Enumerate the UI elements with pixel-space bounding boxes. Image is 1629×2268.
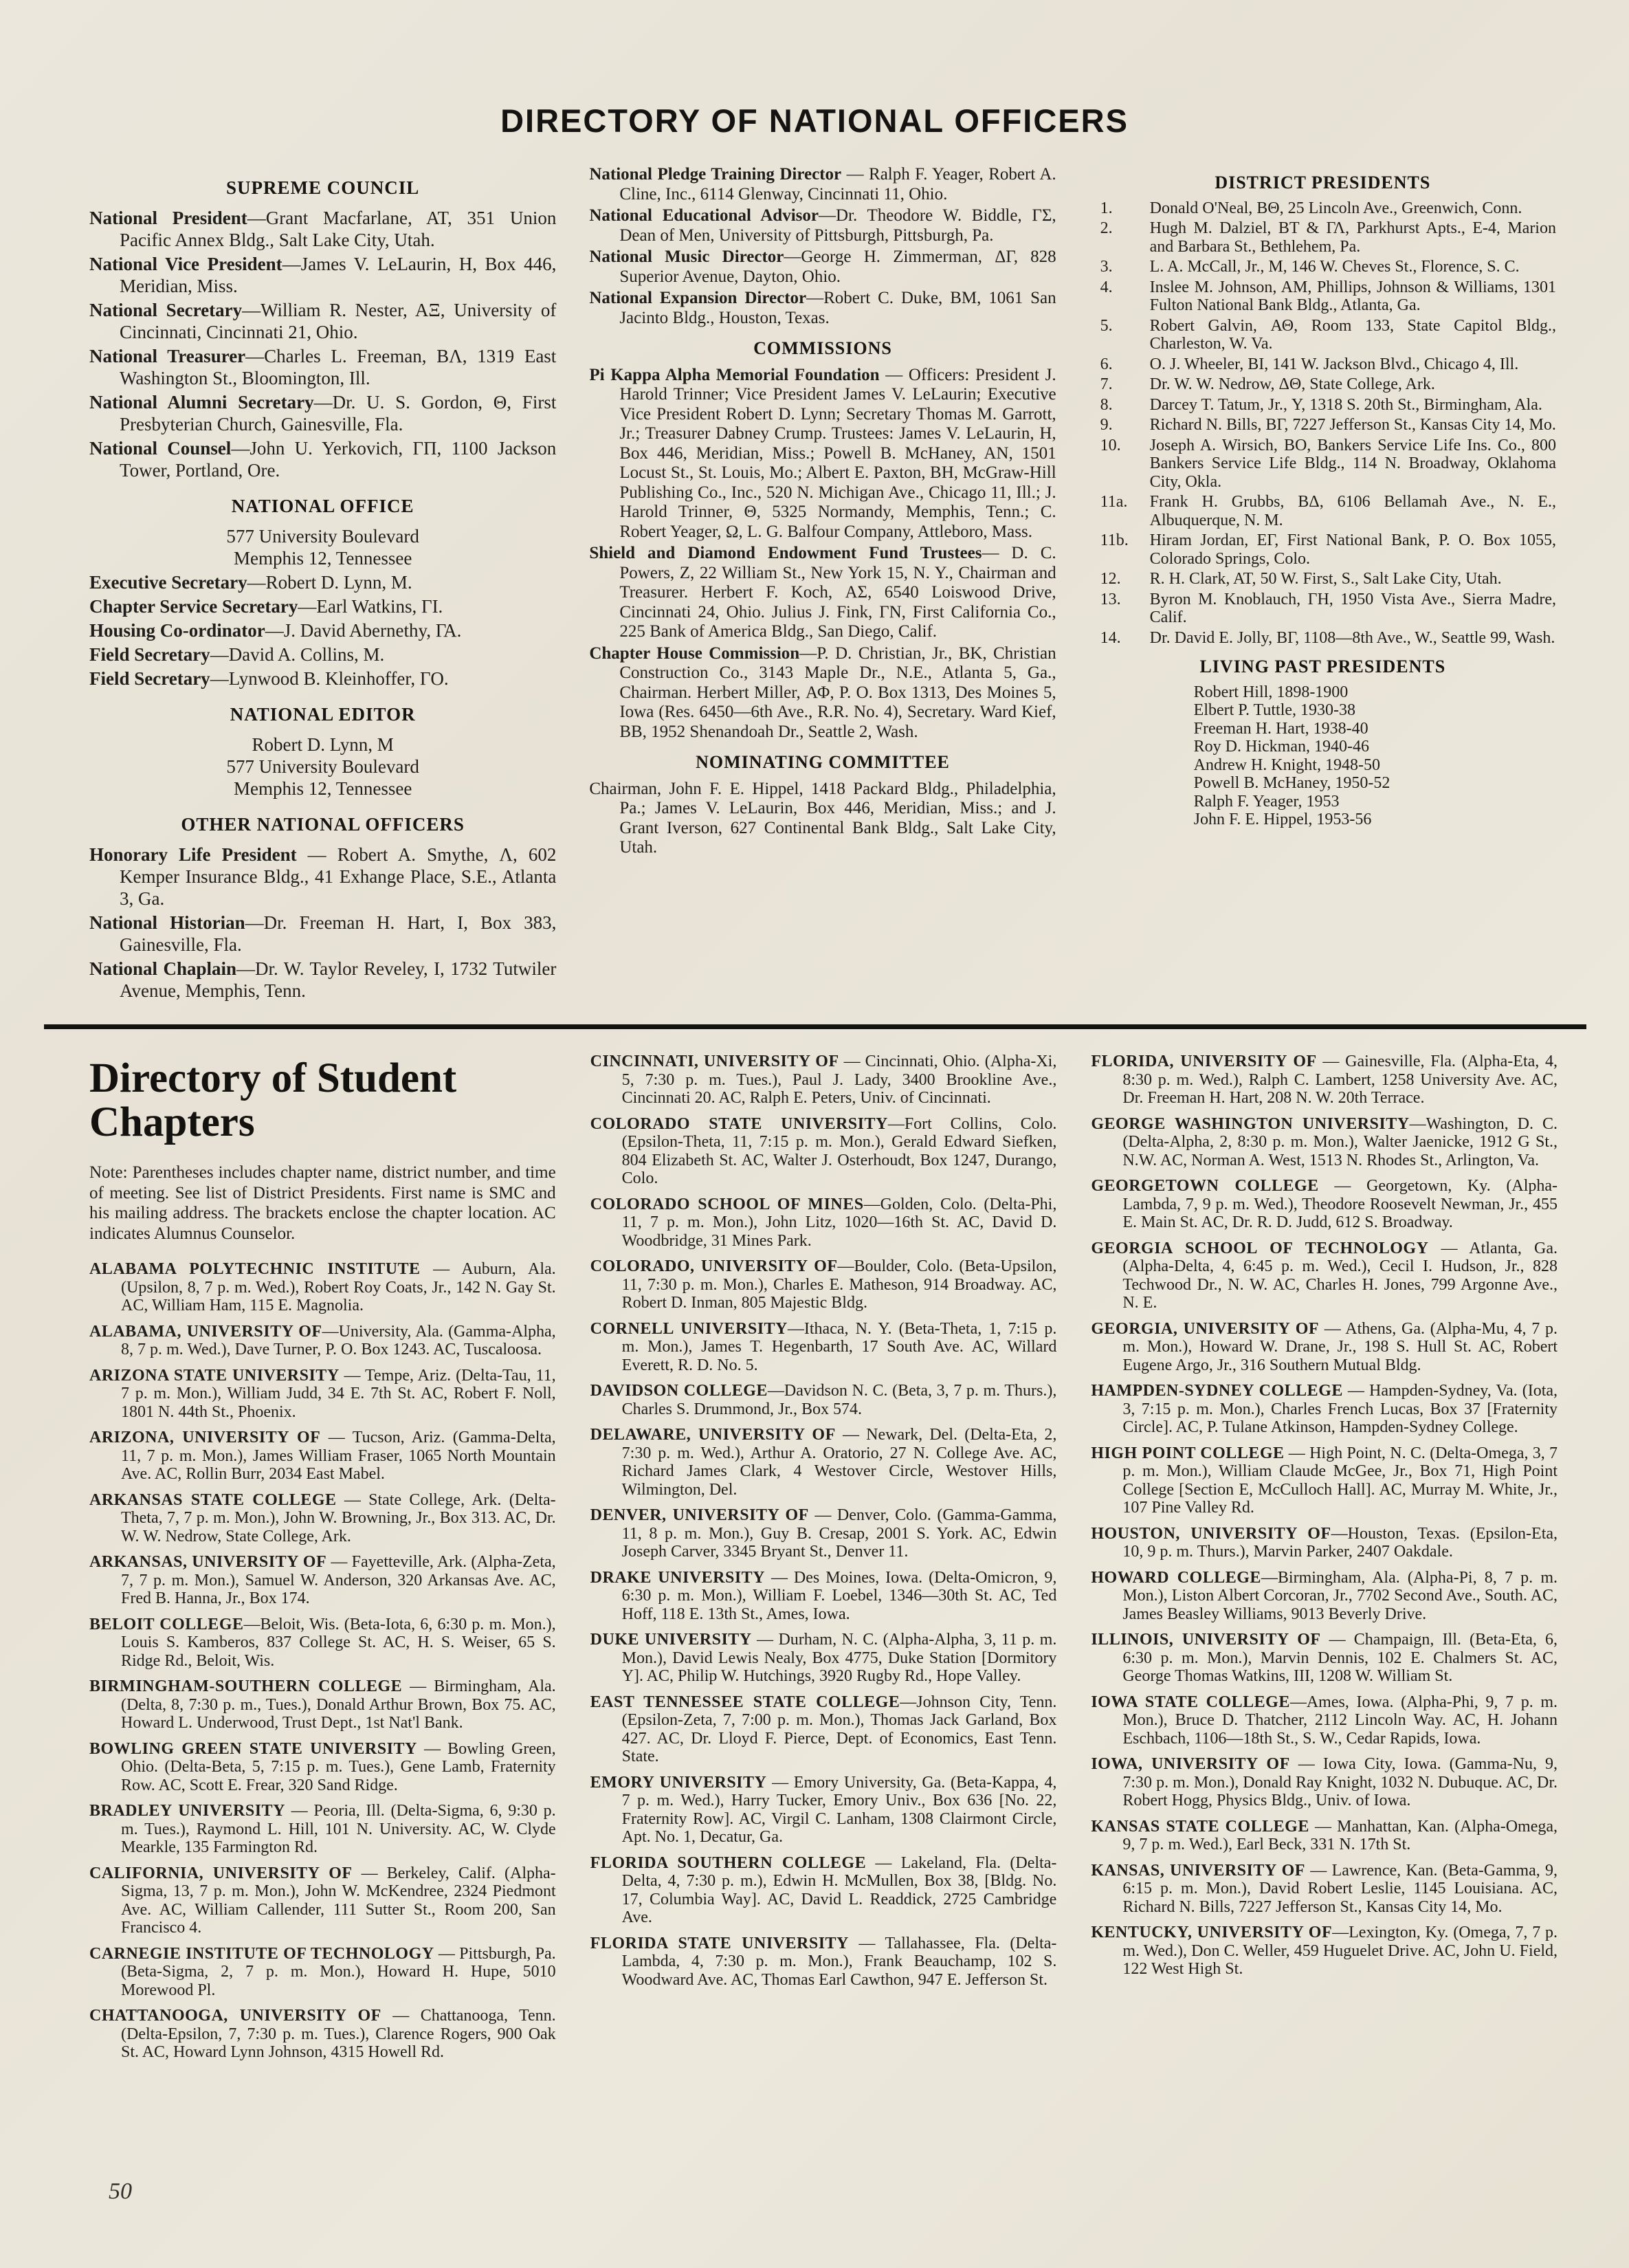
chapter-school-name: IOWA, UNIVERSITY OF	[1091, 1755, 1290, 1773]
district-president-entry	[1089, 493, 1556, 529]
chapter-entry	[1091, 1115, 1558, 1170]
officer-role: National Historian	[89, 912, 245, 933]
chapter-school-name: BELOIT COLLEGE	[89, 1615, 244, 1633]
district-president-entry	[1089, 199, 1556, 218]
chapter-entry	[89, 1367, 556, 1422]
officer-entry	[589, 644, 1056, 742]
chapter-details: — Iowa City, Iowa. (Gamma-Nu, 9, 7:30 p. m. Mon.), Donald Ray Knight, 1032 N. Dubuque. AC, Dr. Robert Hogg, Physics Bldg., Univ. of Iowa.	[1122, 1755, 1558, 1809]
chapter-school-name: CARNEGIE INSTITUTE OF TECHNOLOGY	[89, 1944, 434, 1963]
chapter-entry	[590, 1854, 1057, 1927]
chapter-details: — State College, Ark. (Delta-Theta, 7, 7 p. m. Mon.), John W. Browning, Jr., Box 313. AC, Dr. W. W. Nedrow, State College, Ark.	[121, 1490, 556, 1545]
district-president-details: Hiram Jordan, ΕΓ, First National Bank, P. O. Box 1055, Colorado Springs, Colo.	[1149, 531, 1556, 568]
chapter-entry	[1091, 1525, 1558, 1561]
officer-role: Executive Secretary	[89, 572, 247, 593]
section-heading: NATIONAL OFFICE	[231, 496, 414, 516]
chapter-school-name: DENVER, UNIVERSITY OF	[590, 1506, 809, 1524]
chapter-school-name: IOWA STATE COLLEGE	[1091, 1693, 1290, 1711]
officer-details: —Lynwood B. Kleinhoffer, ΓΟ.	[210, 668, 449, 689]
chapter-details: — Emory University, Ga. (Beta-Kappa, 4, 7 p. m. Wed.), Harry Tucker, Emory Univ., Box 636 [No. 22, Fraternity Row]. AC, Virgil C. Lanham, 1308 Clairmont Circle, Apt. No. 1, Decatur, Ga.	[621, 1773, 1057, 1846]
officer-role: Shield and Diamond Endowment Fund Trustees	[589, 544, 982, 562]
chapter-details: —Beloit, Wis. (Beta-Iota, 6, 6:30 p. m. Mon.), Louis S. Kamberos, 837 College St. AC, H. S. Weiser, 65 S. Ridge Rd., Beloit, Wis.	[121, 1615, 556, 1670]
chapter-details: —Washington, D. C. (Delta-Alpha, 2, 8:30 p. m. Mon.), Walter Jaenicke, 1912 G St., N.W. AC, Norman A. West, 1513 N. Rhodes St., Arlington, Va.	[1122, 1114, 1558, 1169]
officer-role: Chapter House Commission	[589, 643, 800, 663]
officer-details: —Robert D. Lynn, M.	[247, 572, 412, 593]
officer-role: National Vice President	[89, 254, 282, 274]
officer-entry	[89, 912, 556, 956]
chapter-entry	[1091, 1862, 1558, 1917]
officer-entry	[589, 165, 1056, 204]
district-president-details: Byron M. Knoblauch, ΓΗ, 1950 Vista Ave., Sierra Madre, Calif.	[1149, 590, 1556, 626]
section-heading: LIVING PAST PRESIDENTS	[1199, 657, 1446, 676]
chapter-entry	[590, 1257, 1057, 1312]
chapter-details: — Durham, N. C. (Alpha-Alpha, 3, 11 p. m. Mon.), David Lewis Nealy, Box 4775, Duke Station [Dormitory Y]. AC, Philip W. Hutchings, 3920 Rugby Rd., Hope Valley.	[621, 1631, 1057, 1685]
officer-entry	[589, 544, 1056, 642]
officer-role: National Counsel	[89, 438, 232, 459]
chapter-school-name: KENTUCKY, UNIVERSITY OF	[1091, 1924, 1333, 1941]
chapter-school-name: FLORIDA STATE UNIVERSITY	[590, 1934, 849, 1952]
chapter-details: — Peoria, Ill. (Delta-Sigma, 6, 9:30 p. m. Tues.), Raymond L. Hill, 101 N. University. AC, W. Clyde Mearkle, 135 Farmington Rd.	[121, 1802, 556, 1856]
chapter-school-name: CINCINNATI, UNIVERSITY OF	[590, 1053, 839, 1070]
district-number: 12.	[1100, 570, 1121, 588]
officer-details: —William R. Nester, AΞ, University of Cincinnati, Cincinnati 21, Ohio.	[120, 300, 557, 342]
chapter-details: — Birmingham, Ala. (Delta, 8, 7:30 p. m., Tues.), Donald Arthur Brown, Box 75. AC, Howard L. Underwood, Trust Dept., 1st Nat'l Bank.	[121, 1677, 556, 1732]
chapter-school-name: ALABAMA POLYTECHNIC INSTITUTE	[89, 1260, 421, 1278]
chapter-details: — Georgetown, Ky. (Alpha-Lambda, 7, 9 p. m. Wed.), Theodore Roosevelt Newman, Jr., 455 E. Main St. AC, Dr. R. D. Judd, 612 S. Broadway.	[1122, 1177, 1558, 1231]
district-number: 7.	[1100, 375, 1113, 393]
chapter-entry	[590, 1569, 1057, 1624]
chapter-entry	[1091, 1755, 1558, 1810]
district-president-entry	[1089, 531, 1556, 568]
chapter-school-name: COLORADO SCHOOL OF MINES	[590, 1195, 864, 1213]
student-chapters-heading: Directory of Student Chapters	[89, 1055, 457, 1145]
past-president-line: Roy D. Hickman, 1940-46	[1193, 738, 1369, 756]
chapter-details: — Atlanta, Ga. (Alpha-Delta, 4, 6:45 p. m. Wed.), Cecil I. Hudson, Jr., 828 Techwood Dr., N. W. AC, Charles H. Jones, 799 Argonne Ave., N. E.	[1122, 1239, 1558, 1312]
officers-column-2	[589, 163, 1056, 860]
chapter-details: — Athens, Ga. (Alpha-Mu, 4, 7 p. m. Mon.), Howard W. Drane, Jr., 198 S. Hull St. AC, Robert Eugene Argo, Jr., 316 Southern Mutual Bldg.	[1122, 1319, 1558, 1374]
chapter-school-name: DUKE UNIVERSITY	[590, 1631, 752, 1649]
chapters-column-3	[1091, 1053, 1558, 2069]
chapter-entry	[590, 1196, 1057, 1251]
officer-details: —Robert C. Duke, BM, 1061 San Jacinto Bldg., Houston, Texas.	[619, 289, 1056, 327]
officer-details: —John U. Yerkovich, ΓΠ, 1100 Jackson Tower, Portland, Ore.	[120, 438, 557, 481]
chapter-school-name: GEORGETOWN COLLEGE	[1091, 1177, 1319, 1195]
national-officers-section	[0, 140, 1629, 1004]
officer-role: National Chaplain	[89, 958, 237, 979]
chapter-school-name: ILLINOIS, UNIVERSITY OF	[1091, 1631, 1321, 1649]
past-president-line: Freeman H. Hart, 1938-40	[1193, 719, 1368, 738]
officer-details: —P. D. Christian, Jr., BK, Christian Construction Co., 3143 Maple Dr., N.E., Atlanta 5, Ga., Chairman. Herbert Miller, ΑΦ, P. O. Box 1313, Des Moines 5, Iowa (Res. 6450—6th Ave., R.R. No. 4), Secretary. Ward Kief, BB, 1952 Shenandoah Dr., Seattle 2, Wash.	[619, 643, 1056, 741]
district-president-entry	[1089, 258, 1556, 276]
chapter-details: —Fort Collins, Colo. (Epsilon-Theta, 11, 7:15 p. m. Mon.), Gerald Edward Siefken, 804 Elizabeth St. AC, Walter J. Osterhoudt, Box 1247, Durango, Colo.	[621, 1114, 1057, 1187]
officer-role: Field Secretary	[89, 644, 210, 665]
officer-entry	[89, 958, 556, 1002]
section-heading: SUPREME COUNCIL	[226, 177, 420, 198]
officer-entry	[89, 595, 556, 617]
address-line: Memphis 12, Tennessee	[234, 778, 412, 799]
officer-details: —Grant Macfarlane, AT, 351 Union Pacific Annex Bldg., Salt Lake City, Utah.	[120, 208, 557, 250]
chapter-entry	[89, 1260, 556, 1315]
chapter-entry	[89, 1677, 556, 1732]
chapter-details: —Johnson City, Tenn. (Epsilon-Zeta, 7, 7:00 p. m. Mon.), Thomas Jack Garland, Box 427. AC, Dr. Lloyd F. Pierce, Dept. of Economics, East Tenn. State.	[621, 1693, 1057, 1765]
district-number: 5.	[1100, 316, 1113, 335]
section-heading: NATIONAL EDITOR	[230, 704, 416, 725]
officer-entry	[89, 668, 556, 690]
officer-entry	[589, 289, 1056, 328]
chapter-entry	[1091, 1818, 1558, 1854]
officer-details: —J. David Abernethy, ΓΑ.	[265, 620, 462, 641]
officer-entry	[89, 207, 556, 251]
chapter-entry	[1091, 1382, 1558, 1437]
chapter-details: — Bowling Green, Ohio. (Delta-Beta, 5, 7:15 p. m. Tues.), Gene Lamb, Fraternity Row. AC, Scott E. Frear, 320 Sand Ridge.	[121, 1739, 556, 1794]
chapter-entry	[1091, 1631, 1558, 1686]
officer-role: Housing Co-ordinator	[89, 620, 265, 641]
chapter-entry	[1091, 1693, 1558, 1748]
district-number: 2.	[1100, 219, 1113, 237]
officer-details: —Dr. U. S. Gordon, Θ, First Presbyterian Church, Gainesville, Fla.	[120, 392, 557, 434]
chapter-entry	[590, 1506, 1057, 1561]
officer-entry	[89, 391, 556, 435]
chapter-entry	[89, 2007, 556, 2062]
chapters-column-2	[590, 1053, 1057, 2069]
officer-role: National Educational Advisor	[589, 206, 819, 225]
district-number: 3.	[1100, 258, 1113, 276]
chapters-list-3	[1091, 1053, 1558, 1979]
chapters-list-2	[590, 1053, 1057, 1989]
officer-role: National Treasurer	[89, 346, 246, 366]
chapter-entry	[590, 1935, 1057, 1990]
chapter-school-name: KANSAS, UNIVERSITY OF	[1091, 1861, 1305, 1880]
officer-entry	[589, 247, 1056, 287]
chapter-school-name: KANSAS STATE COLLEGE	[1091, 1817, 1309, 1836]
district-president-entry	[1089, 396, 1556, 415]
chapter-school-name: HIGH POINT COLLEGE	[1091, 1444, 1285, 1462]
chapter-details: — Cincinnati, Ohio. (Alpha-Xi, 5, 7:30 p. m. Tues.), Paul J. Lady, 3400 Brookline Ave., Cincinnati 20. AC, Ralph E. Peters, Univ. of Cincinnati.	[621, 1053, 1057, 1107]
chapter-school-name: BOWLING GREEN STATE UNIVERSITY	[89, 1739, 417, 1758]
district-president-entry	[1089, 355, 1556, 374]
officer-details: — D. C. Powers, Z, 22 William St., New York 15, N. Y., Chairman and Treasurer. Herbert F. Koch, ΑΣ, 6540 Loiswood Drive, Cincinnati 24, Ohio. Julius J. Fink, ΓΝ, First California Co., 225 Bank of America Bldg., San Diego, Calif.	[619, 544, 1056, 641]
past-president-line: John F. E. Hippel, 1953-56	[1193, 811, 1372, 828]
chapter-details: — Champaign, Ill. (Beta-Eta, 6, 6:30 p. m. Mon.), Marvin Dennis, 102 E. Chalmers St. AC, George Thomas Watkins, III, 1208 W. William St.	[1122, 1631, 1558, 1685]
chapter-school-name: COLORADO, UNIVERSITY OF	[590, 1257, 838, 1275]
past-president-line: Powell B. McHaney, 1950-52	[1193, 774, 1390, 792]
chapter-details: —Davidson N. C. (Beta, 3, 7 p. m. Thurs.), Charles S. Drummond, Jr., Box 574.	[621, 1382, 1057, 1418]
chapter-details: — Gainesville, Fla. (Alpha-Eta, 4, 8:30 p. m. Wed.), Ralph C. Lambert, 1258 University Ave. AC, Dr. Freeman H. Hart, 208 N. W. 20th Terrace.	[1122, 1053, 1558, 1107]
district-president-details: Donald O'Neal, BΘ, 25 Lincoln Ave., Greenwich, Conn.	[1149, 199, 1522, 217]
chapter-details: — Fayetteville, Ark. (Alpha-Zeta, 7, 7 p. m. Mon.), Samuel W. Anderson, 320 Arkansas Ave. AC, Fred B. Hanna, Jr., Box 174.	[121, 1553, 556, 1607]
chapter-school-name: BIRMINGHAM-SOUTHERN COLLEGE	[89, 1677, 403, 1695]
chapter-entry	[89, 1802, 556, 1857]
chapter-details: — Newark, Del. (Delta-Eta, 2, 7:30 p. m. Wed.), Arthur A. Oratorio, 27 N. College Ave. AC, Richard James Clark, 4 Westover Circle, Westover Hills, Wilmington, Del.	[621, 1426, 1057, 1499]
district-president-entry	[1089, 317, 1556, 353]
officer-details: — Robert A. Smythe, Λ, 602 Kemper Insurance Bldg., 41 Exhange Place, S.E., Atlanta 3, Ga.	[120, 844, 557, 909]
officer-entry	[89, 643, 556, 665]
chapter-details: — Des Moines, Iowa. (Delta-Omicron, 9, 6:30 p. m. Mon.), William F. Loebel, 1346—30th St. AC, Ted Hoff, 118 E. 13th St., Ames, Iowa.	[621, 1568, 1057, 1623]
chapter-details: — Tempe, Ariz. (Delta-Tau, 11, 7 p. m. Mon.), William Judd, 34 E. 7th St. AC, Robert F. Noll, 1801 N. 44th St., Phoenix.	[121, 1366, 556, 1421]
officer-role: National Music Director	[589, 247, 784, 266]
address-line: 577 University Boulevard	[226, 526, 419, 547]
district-president-details: Inslee M. Johnson, AM, Phillips, Johnson & Williams, 1301 Fulton National Bank Bldg., Atlanta, Ga.	[1149, 278, 1556, 314]
district-president-details: R. H. Clark, AT, 50 W. First, S., Salt Lake City, Utah.	[1149, 570, 1502, 588]
section-heading: DISTRICT PRESIDENTS	[1215, 173, 1431, 192]
chapter-entry	[590, 1115, 1057, 1188]
section-heading: COMMISSIONS	[753, 338, 892, 358]
chapters-column-1	[89, 1053, 556, 2069]
officer-role: National Secretary	[89, 300, 243, 320]
district-president-entry	[1089, 219, 1556, 256]
chapter-entry	[590, 1631, 1057, 1686]
chapter-school-name: CALIFORNIA, UNIVERSITY OF	[89, 1864, 353, 1882]
district-number: 8.	[1100, 395, 1113, 414]
officer-role: Honorary Life President	[89, 844, 297, 865]
chapter-details: —Ithaca, N. Y. (Beta-Theta, 1, 7:15 p. m. Mon.), James T. Hegenbarth, 17 South Ave. AC, Willard Everett, R. D. No. 5.	[621, 1319, 1057, 1374]
chapter-entry	[89, 1740, 556, 1795]
district-president-details: Richard N. Bills, BΓ, 7227 Jefferson St., Kansas City 14, Mo.	[1149, 416, 1556, 434]
district-president-details: Robert Galvin, ΑΘ, Room 133, State Capitol Bldg., Charleston, W. Va.	[1149, 316, 1556, 353]
chapter-school-name: DRAKE UNIVERSITY	[590, 1568, 766, 1587]
chapter-details: — Denver, Colo. (Gamma-Gamma, 11, 8 p. m. Mon.), Guy B. Cresap, 2001 S. York. AC, Edwin Joseph Carver, 3345 Bryant St., Denver 11.	[621, 1506, 1057, 1561]
address-line: Memphis 12, Tennessee	[234, 548, 412, 569]
chapter-details: — Hampden-Sydney, Va. (Iota, 3, 7:15 p. m. Mon.), Charles French Lucas, Box 37 [Fraternity Circle]. AC, P. Tulane Atkinson, Hampden-Sydney College.	[1122, 1382, 1558, 1436]
officer-entry	[89, 619, 556, 641]
chapter-school-name: ARIZONA, UNIVERSITY OF	[89, 1429, 321, 1446]
officer-details: —Earl Watkins, ΓΙ.	[298, 596, 443, 617]
chapter-entry	[590, 1053, 1057, 1108]
chapter-entry	[89, 1429, 556, 1484]
section-heading: OTHER NATIONAL OFFICERS	[181, 814, 465, 835]
district-president-entry	[1089, 570, 1556, 588]
chapter-school-name: HAMPDEN-SYDNEY COLLEGE	[1091, 1382, 1343, 1400]
district-president-entry	[1089, 278, 1556, 315]
chapter-entry	[1091, 1320, 1558, 1375]
officers-column-3	[1089, 163, 1556, 829]
district-president-details: Darcey T. Tatum, Jr., Υ, 1318 S. 20th St., Birmingham, Ala.	[1149, 395, 1542, 414]
officer-entry	[89, 844, 556, 910]
chapter-details: —Houston, Texas. (Epsilon-Eta, 10, 9 p. m. Thurs.), Marvin Parker, 2407 Oakdale.	[1122, 1524, 1558, 1561]
officer-details: — Officers: President J. Harold Trinner; Vice President James V. LeLaurin; Executive Vice President Robert D. Lynn; Secretary Thomas M. Garrott, Jr.; Treasurer Dabney Crump. Trustees: James V. LeLaurin, H, Box 446, Meridian, Miss.; Powell B. McHaney, AN, 1501 Locust St., St. Louis, Mo.; Albert E. Paxton, BH, McGraw-Hill Publishing Co., Inc., 520 N. Michigan Ave., Chicago 11, Ill.; J. Harold Trinner, Θ, 5325 Normandy, Memphis, Tenn.; C. Robert Yeager, Ω, L. G. Balfour Company, Attleboro, Mass.	[619, 365, 1056, 541]
officer-details: —Dr. Freeman H. Hart, I, Box 383, Gainesville, Fla.	[120, 912, 557, 955]
chapter-school-name: GEORGE WASHINGTON UNIVERSITY	[1091, 1114, 1410, 1133]
chapter-entry	[1091, 1240, 1558, 1312]
chapter-school-name: GEORGIA, UNIVERSITY OF	[1091, 1319, 1320, 1338]
officer-details: Chairman, John F. E. Hippel, 1418 Packard Bldg., Philadelphia, Pa.; James V. LeLaurin, Box 446, Meridian, Miss.; and J. Grant Iverson, 627 Continental Bank Bldg., Salt Lake City, Utah.	[589, 779, 1056, 857]
chapter-details: —University, Ala. (Gamma-Alpha, 8, 7 p. m. Wed.), Dave Turner, P. O. Box 1243. AC, Tuscaloosa.	[121, 1322, 556, 1358]
address-line: 577 University Boulevard	[226, 756, 419, 777]
district-president-details: Frank H. Grubbs, ΒΔ, 6106 Bellamah Ave., N. E., Albuquerque, N. M.	[1149, 493, 1556, 529]
officer-details: —James V. LeLaurin, H, Box 446, Meridian, Miss.	[120, 254, 557, 296]
chapter-school-name: HOWARD COLLEGE	[1091, 1568, 1261, 1587]
chapter-details: —Lexington, Ky. (Omega, 7, 7 p. m. Wed.), Don C. Weller, 459 Huguelet Drive. AC, John U. Field, 122 West High St.	[1122, 1924, 1558, 1978]
chapters-list-1	[89, 1260, 556, 2062]
officer-entry	[89, 253, 556, 297]
district-number: 6.	[1100, 355, 1113, 373]
past-president-line: Ralph F. Yeager, 1953	[1193, 792, 1340, 811]
district-president-entry	[1089, 591, 1556, 627]
officer-role: National Alumni Secretary	[89, 392, 314, 412]
district-number: 10.	[1100, 436, 1121, 454]
chapter-school-name: ARKANSAS, UNIVERSITY OF	[89, 1553, 327, 1571]
officer-entry	[89, 437, 556, 481]
officer-details: —David A. Collins, M.	[210, 644, 385, 665]
chapter-school-name: HOUSTON, UNIVERSITY OF	[1091, 1524, 1331, 1543]
address-line: Robert D. Lynn, M	[252, 734, 394, 755]
chapter-details: —Boulder, Colo. (Beta-Upsilon, 11, 7:30 p. m. Mon.), Charles E. Matheson, 914 Broadway. AC, Robert D. Inman, 805 Majestic Bldg.	[621, 1257, 1057, 1312]
officer-entry	[589, 366, 1056, 542]
past-president-line: Robert Hill, 1898-1900	[1193, 683, 1349, 701]
chapter-school-name: ARKANSAS STATE COLLEGE	[89, 1490, 337, 1509]
district-president-details: O. J. Wheeler, BI, 141 W. Jackson Blvd., Chicago 4, Ill.	[1149, 355, 1519, 373]
page-title: DIRECTORY OF NATIONAL OFFICERS	[500, 102, 1129, 139]
chapter-entry	[89, 1616, 556, 1671]
chapter-school-name: ARIZONA STATE UNIVERSITY	[89, 1366, 340, 1385]
district-president-entry	[1089, 416, 1556, 434]
officer-details: —George H. Zimmerman, ΔΓ, 828 Superior Avenue, Dayton, Ohio.	[619, 247, 1056, 286]
chapter-details: — Chattanooga, Tenn. (Delta-Epsilon, 7, 7:30 p. m. Tues.), Clarence Rogers, 900 Oak St. AC, Howard Lynn Johnson, 4315 Howell Rd.	[121, 2007, 556, 2061]
chapter-entry	[590, 1382, 1057, 1418]
chapter-school-name: DELAWARE, UNIVERSITY OF	[590, 1426, 836, 1444]
chapter-school-name: ALABAMA, UNIVERSITY OF	[89, 1322, 322, 1341]
chapter-details: — Berkeley, Calif. (Alpha-Sigma, 13, 7 p. m. Mon.), John W. McKendree, 2324 Piedmont Ave. AC, William Callender, 111 Sutter St., Room 200, San Francisco 4.	[121, 1864, 556, 1937]
district-number: 4.	[1100, 278, 1113, 296]
past-president-line: Elbert P. Tuttle, 1930-38	[1193, 701, 1356, 719]
officer-details: — Ralph F. Yeager, Robert A. Cline, Inc., 6114 Glenway, Cincinnati 11, Ohio.	[619, 165, 1056, 203]
district-number: 9.	[1100, 416, 1113, 434]
student-chapters-note: Note: Parentheses includes chapter name, district number, and time of meeting. See list of District Presidents. First name is SMC and his mailing address. The brackets enclose the chapter location. AC indicates Alumnus Counselor.	[89, 1163, 556, 1243]
chapter-school-name: EMORY UNIVERSITY	[590, 1773, 767, 1792]
chapter-entry	[590, 1426, 1057, 1499]
district-number: 11a.	[1100, 493, 1128, 511]
section-divider-rule	[44, 1024, 1586, 1029]
chapter-school-name: COLORADO STATE UNIVERSITY	[590, 1114, 888, 1133]
district-president-details: Dr. David E. Jolly, ΒΓ, 1108—8th Ave., W., Seattle 99, Wash.	[1149, 628, 1555, 647]
chapter-school-name: BRADLEY UNIVERSITY	[89, 1802, 285, 1820]
district-number: 1.	[1100, 199, 1113, 217]
chapter-school-name: CORNELL UNIVERSITY	[590, 1319, 788, 1338]
chapter-school-name: DAVIDSON COLLEGE	[590, 1382, 768, 1400]
chapter-details: — High Point, N. C. (Delta-Omega, 3, 7 p. m. Mon.), William Claude McGee, Jr., Box 71, High Point College [Section E, McCulloch Hall]. AC, Murray M. White, Jr., 107 Pine Valley Rd.	[1122, 1444, 1558, 1517]
officers-column-1	[89, 163, 556, 1004]
district-president-details: Hugh M. Dalziel, BT & ΓΛ, Parkhurst Apts., E-4, Marion and Barbara St., Bethlehem, Pa.	[1149, 219, 1556, 256]
officer-entry	[89, 345, 556, 389]
student-chapters-section	[0, 1053, 1629, 2069]
chapter-school-name: GEORGIA SCHOOL OF TECHNOLOGY	[1091, 1239, 1429, 1257]
officer-role: National Pledge Training Director	[589, 165, 842, 184]
officer-details: —Dr. Theodore W. Biddle, ΓΣ, Dean of Men, University of Pittsburgh, Pittsburgh, Pa.	[619, 206, 1056, 245]
section-heading: NOMINATING COMMITTEE	[696, 752, 950, 772]
chapter-details: — Manhattan, Kan. (Alpha-Omega, 9, 7 p. m. Wed.), Earl Beck, 331 N. 17th St.	[1122, 1817, 1558, 1853]
district-president-entry	[1089, 629, 1556, 648]
chapter-entry	[1091, 1924, 1558, 1979]
chapter-entry	[590, 1774, 1057, 1847]
district-number: 13.	[1100, 590, 1121, 608]
officer-details: —Charles L. Freeman, BΛ, 1319 East Washington St., Bloomington, Ill.	[120, 346, 557, 388]
chapter-entry	[590, 1693, 1057, 1766]
chapter-school-name: FLORIDA SOUTHERN COLLEGE	[590, 1853, 867, 1872]
district-president-entry	[1089, 437, 1556, 492]
chapter-entry	[590, 1320, 1057, 1375]
chapter-details: — Lakeland, Fla. (Delta-Delta, 4, 7:30 p. m.), Edwin H. McMullen, Box 38, [Bldg. No. 17, Columbia Way]. AC, David L. Readdick, 2725 Cambridge Ave.	[621, 1853, 1057, 1926]
officer-role: Chapter Service Secretary	[89, 596, 298, 617]
chapter-details: —Ames, Iowa. (Alpha-Phi, 9, 7 p. m. Mon.), Bruce D. Thatcher, 2112 Lincoln Way. AC, H. Johann Eschbach, 1106—18th St., S. W., Cedar Rapids, Iowa.	[1122, 1693, 1558, 1748]
chapter-entry	[89, 1323, 556, 1359]
officer-entry	[589, 206, 1056, 245]
district-president-details: Joseph A. Wirsich, BO, Bankers Service Life Ins. Co., 800 Bankers Service Life Bldg., 114 N. Broadway, Oklahoma City, Okla.	[1149, 436, 1556, 491]
chapter-details: —Birmingham, Ala. (Alpha-Pi, 8, 7 p. m. Mon.), Liston Albert Corcoran, Jr., 7702 Second Ave., South. AC, James Beasley Williams, 9013 Beverly Drive.	[1122, 1568, 1558, 1623]
chapter-entry	[89, 1945, 556, 2000]
officer-role: Pi Kappa Alpha Memorial Foundation	[589, 365, 880, 384]
chapter-entry	[1091, 1569, 1558, 1624]
officer-entry	[89, 571, 556, 593]
district-number: 14.	[1100, 628, 1121, 647]
district-number: 11b.	[1100, 531, 1129, 549]
chapter-entry	[89, 1491, 556, 1546]
chapter-details: —Golden, Colo. (Delta-Phi, 11, 7 p. m. Mon.), John Litz, 1020—16th St. AC, David D. Woodbridge, 31 Mines Park.	[621, 1195, 1057, 1250]
chapter-entry	[1091, 1444, 1558, 1517]
chapter-entry	[1091, 1177, 1558, 1232]
chapter-details: — Tallahassee, Fla. (Delta-Lambda, 4, 7:30 p. m. Mon.), Frank Beauchamp, 102 S. Woodward Ave. AC, Thomas Earl Cawthon, 947 E. Jefferson St.	[621, 1934, 1057, 1989]
chapter-details: — Pittsburgh, Pa. (Beta-Sigma, 2, 7 p. m. Mon.), Howard H. Hupe, 5010 Morewood Pl.	[121, 1944, 556, 1999]
chapter-details: — Lawrence, Kan. (Beta-Gamma, 9, 6:15 p. m. Mon.), David Robert Leslie, 1145 Louisiana. AC, Richard N. Bills, 7227 Jefferson St., Kansas City 14, Mo.	[1122, 1861, 1558, 1916]
chapter-school-name: FLORIDA, UNIVERSITY OF	[1091, 1053, 1317, 1070]
chapter-entry	[89, 1864, 556, 1937]
officer-role: Field Secretary	[89, 668, 210, 689]
page-number: 50	[109, 2179, 132, 2204]
chapter-entry	[89, 1553, 556, 1608]
past-president-line: Andrew H. Knight, 1948-50	[1193, 756, 1380, 774]
district-president-details: Dr. W. W. Nedrow, ΔΘ, State College, Ark.	[1149, 375, 1435, 393]
district-president-entry	[1089, 375, 1556, 394]
chapter-school-name: EAST TENNESSEE STATE COLLEGE	[590, 1693, 900, 1711]
chapter-entry	[1091, 1053, 1558, 1108]
officer-details: —Dr. W. Taylor Reveley, I, 1732 Tutwiler Avenue, Memphis, Tenn.	[120, 958, 557, 1001]
officer-entry	[589, 780, 1056, 858]
officer-role: National Expansion Director	[589, 289, 807, 307]
officer-role: National President	[89, 208, 247, 228]
officer-entry	[89, 299, 556, 343]
chapter-details: — Tucson, Ariz. (Gamma-Delta, 11, 7 p. m. Mon.), James William Fraser, 1065 North Mountain Ave. AC, Rollin Burr, 2034 East Mabel.	[121, 1429, 556, 1483]
chapter-details: — Auburn, Ala. (Upsilon, 8, 7 p. m. Wed.), Robert Roy Coats, Jr., 142 N. Gay St. AC, William Ham, 115 E. Magnolia.	[121, 1260, 556, 1314]
district-president-details: L. A. McCall, Jr., M, 146 W. Cheves St., Florence, S. C.	[1149, 258, 1520, 276]
chapter-school-name: CHATTANOOGA, UNIVERSITY OF	[89, 2007, 381, 2025]
